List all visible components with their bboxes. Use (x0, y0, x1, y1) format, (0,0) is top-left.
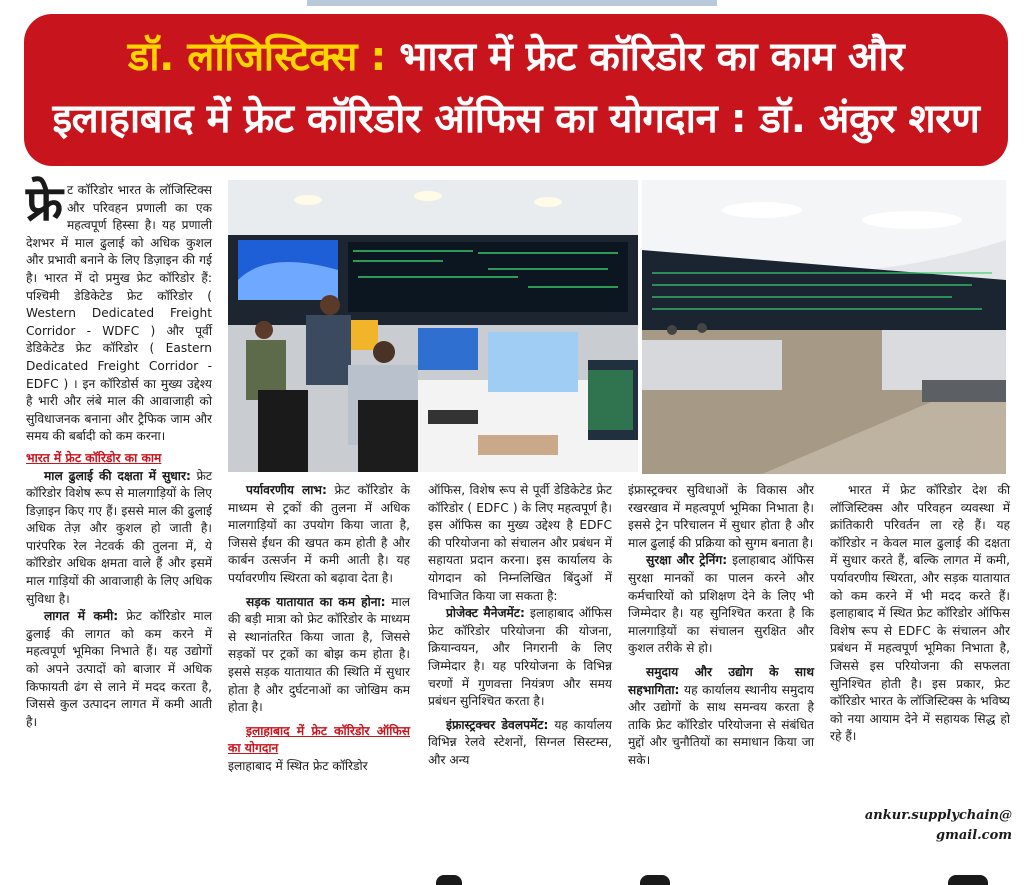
article-column-5 (830, 482, 1010, 746)
top-edge-strip (0, 0, 1024, 6)
article-column-4 (628, 482, 814, 770)
headline-line-1 (44, 26, 988, 88)
next-headline-fragment-1 (436, 875, 462, 885)
control-room-wide-photo (642, 180, 1006, 474)
email-line-1: ankur.supplychain@ (864, 808, 1012, 823)
headline-line-1-text: भारत में फ्रेट कॉरिडोर का काम और (399, 34, 905, 80)
section-heading-allahabad: इलाहाबाद में फ्रेट कॉरिडोर ऑफिस का योगदान (228, 723, 410, 756)
control-room-operators-photo (228, 180, 638, 472)
next-headline-fragment-2 (640, 875, 670, 885)
intro-paragraph: ट कॉरिडोर भारत के लॉजिस्टिक्स और परिवहन प्रणाली का एक महत्वपूर्ण हिस्सा है। यह प्रणाली देशभर में माल ढुलाई को अधिक कुशल और प्रभावी बनाने के लिए डिज़ाइन की गई है। भारत में दो प्रमुख फ्रेट कॉरिडोर हैं: पश्चिमी डेडिकेटेड फ्रेट कॉरिडोर ( Western Dedicated Freight Corridor - WDFC ) और पूर्वी डेडिकेटेड फ्रेट कॉरिडोर ( Eastern Dedicated Freight Corridor - EDFC ) । इन कॉरिडोर्स का मुख्य उद्देश्य है भारी और लंबे माल की आवाजाही को सुविधाजनक बनाना और ट्रैफिक जाम और समय की बर्बादी को कम करना। (26, 183, 212, 444)
para-road-traffic: सड़क यातायात का कम होना: माल की बड़ी मात्रा को फ्रेट कॉरिडोर के माध्यम से स्थानांतरित किया जाता है, जिससे सड़कों पर ट्रकों का बोझ कम होता है। इससे सड़क यातायात की स्थिति में सुधार होता है और दुर्घटनाओं का जोखिम कम होता है। (228, 594, 410, 715)
headline-banner (24, 14, 1008, 166)
para-safety-training: सुरक्षा और ट्रेनिंग: इलाहाबाद ऑफिस सुरक्षा मानकों का पालन करने और कर्मचारियों को प्रशिक्षण देने के लिए भी जिम्मेदार है। यह सुनिश्चित करता है कि मालगाड़ियों का संचालन सुरक्षित और कुशल तरीके से हो। (628, 553, 814, 656)
drop-cap: फ्रे (26, 176, 64, 232)
para-conclusion: भारत में फ्रेट कॉरिडोर देश की लॉजिस्टिक्स और परिवहन व्यवस्था में क्रांतिकारी परिवर्तन ला रहे हैं। यह कॉरिडोर न केवल माल ढुलाई की दक्षता में सुधार करते हैं, बल्कि लागत में कमी, पर्यावरणीय स्थिरता, और सड़क यातायात को कम करने में भी मदद करते हैं। इलाहाबाद में स्थित फ्रेट कॉरिडोर ऑफिस विशेष रूप से EDFC के संचालन और प्रबंधन में महत्वपूर्ण भूमिका निभाता है, जिससे इस परियोजना की सफलता सुनिश्चित होती है। इस प्रकार, फ्रेट कॉरिडोर भारत के लॉजिस्टिक्स के भविष्य को नया आयाम देने में सहायक सिद्ध हो रहे हैं। (830, 483, 1010, 744)
control-room-operators-illustration (228, 180, 638, 472)
article-column-1 (26, 176, 212, 731)
para-project-management: प्रोजेक्ट मैनेजमेंट: इलाहाबाद ऑफिस फ्रेट कॉरिडोर परियोजना की योजना, क्रियान्वयन, और निगरानी के लिए जिम्मेदार है। यह परियोजना के विभिन्न चरणों में गुणवत्ता नियंत्रण और समय प्रबंधन सुनिश्चित करता है। (428, 606, 612, 709)
section-heading-work: भारत में फ्रेट कॉरिडोर का काम (26, 450, 162, 465)
para-infrastructure: इंफ्रास्ट्रक्चर डेवलपमेंट: यह कार्यालय विभिन्न रेलवे स्टेशनों, सिग्नल सिस्टम्स, और अन्य (428, 717, 612, 767)
article-column-3 (428, 482, 612, 770)
article-column-2 (228, 482, 410, 776)
headline-line-2: इलाहाबाद में फ्रेट कॉरिडोर ऑफिस का योगदान : डॉ. अंकुर शरण (52, 96, 980, 142)
author-email (852, 806, 1012, 846)
para-environment: पर्यावरणीय लाभ: फ्रेट कॉरिडोर के माध्यम से ट्रकों की तुलना में अधिक मालगाड़ियों का उपयोग किया जाता है, जिससे ईंधन की खपत कम होती है और कार्बन उत्सर्जन में कमी आती है। यह पर्यावरणीय स्थिरता को बढ़ावा देता है। (228, 483, 410, 585)
control-room-wide-illustration (642, 180, 1006, 474)
email-line-2: gmail.com (935, 828, 1012, 843)
para-efficiency: माल ढुलाई की दक्षता में सुधार: फ्रेट कॉरिडोर विशेष रूप से मालगाड़ियों के लिए डिज़ाइन किए गए हैं। इससे माल की ढुलाई अधिक तेज़ और कुशल हो जाती है। पारंपरिक रेल नेटवर्क की तुलना में, ये कॉरिडोर अधिक क्षमता वाले हैं और इसमें माल गाड़ियों की आवाजाही के लिए अधिक सुविधा है। (26, 468, 212, 606)
para-cost: लागत में कमी: फ्रेट कॉरिडोर माल ढुलाई की लागत को कम करने में महत्वपूर्ण भूमिका निभाते हैं। यह उद्योगों को अपने उत्पादों को बाजार में अधिक किफायती ढंग से लाने में मदद करता है, जिससे कुल उत्पादन लागत में कमी आती है। (26, 609, 212, 729)
next-headline-fragment-3 (948, 875, 988, 885)
para-allahabad-start: इलाहाबाद में स्थित फ्रेट कॉरिडोर (228, 758, 368, 773)
para-infrastructure-cont: इंफ्रास्ट्रक्चर सुविधाओं के विकास और रखरखाव में महत्वपूर्ण भूमिका निभाता है। इससे ट्रेन परिचालन में सुधार होता है और माल ढुलाई की प्रक्रिया को सुगम बनाता है। (628, 483, 814, 550)
headline-prefix: डॉ. लॉजिस्टिक्स : (127, 34, 386, 80)
para-community: समुदाय और उद्योग के साथ सहभागिता: यह कार्यालय स्थानीय समुदाय और उद्योगों के साथ समन्वय करता है ताकि फ्रेट कॉरिडोर परियोजना से संबंधित मुद्दों और चुनौतियों का समाधान किया जा सके। (628, 664, 814, 767)
para-office-intro: ऑफिस, विशेष रूप से पूर्वी डेडिकेटेड फ्रेट कॉरिडोर ( EDFC ) के लिए महत्वपूर्ण है। इस ऑफिस का मुख्य उद्देश्य है EDFC की परियोजना को संचालन और प्रबंधन में सहायता प्रदान करना। इस कार्यालय के योगदान को निम्नलिखित बिंदुओं में विभाजित किया जा सकता है: (428, 483, 612, 603)
